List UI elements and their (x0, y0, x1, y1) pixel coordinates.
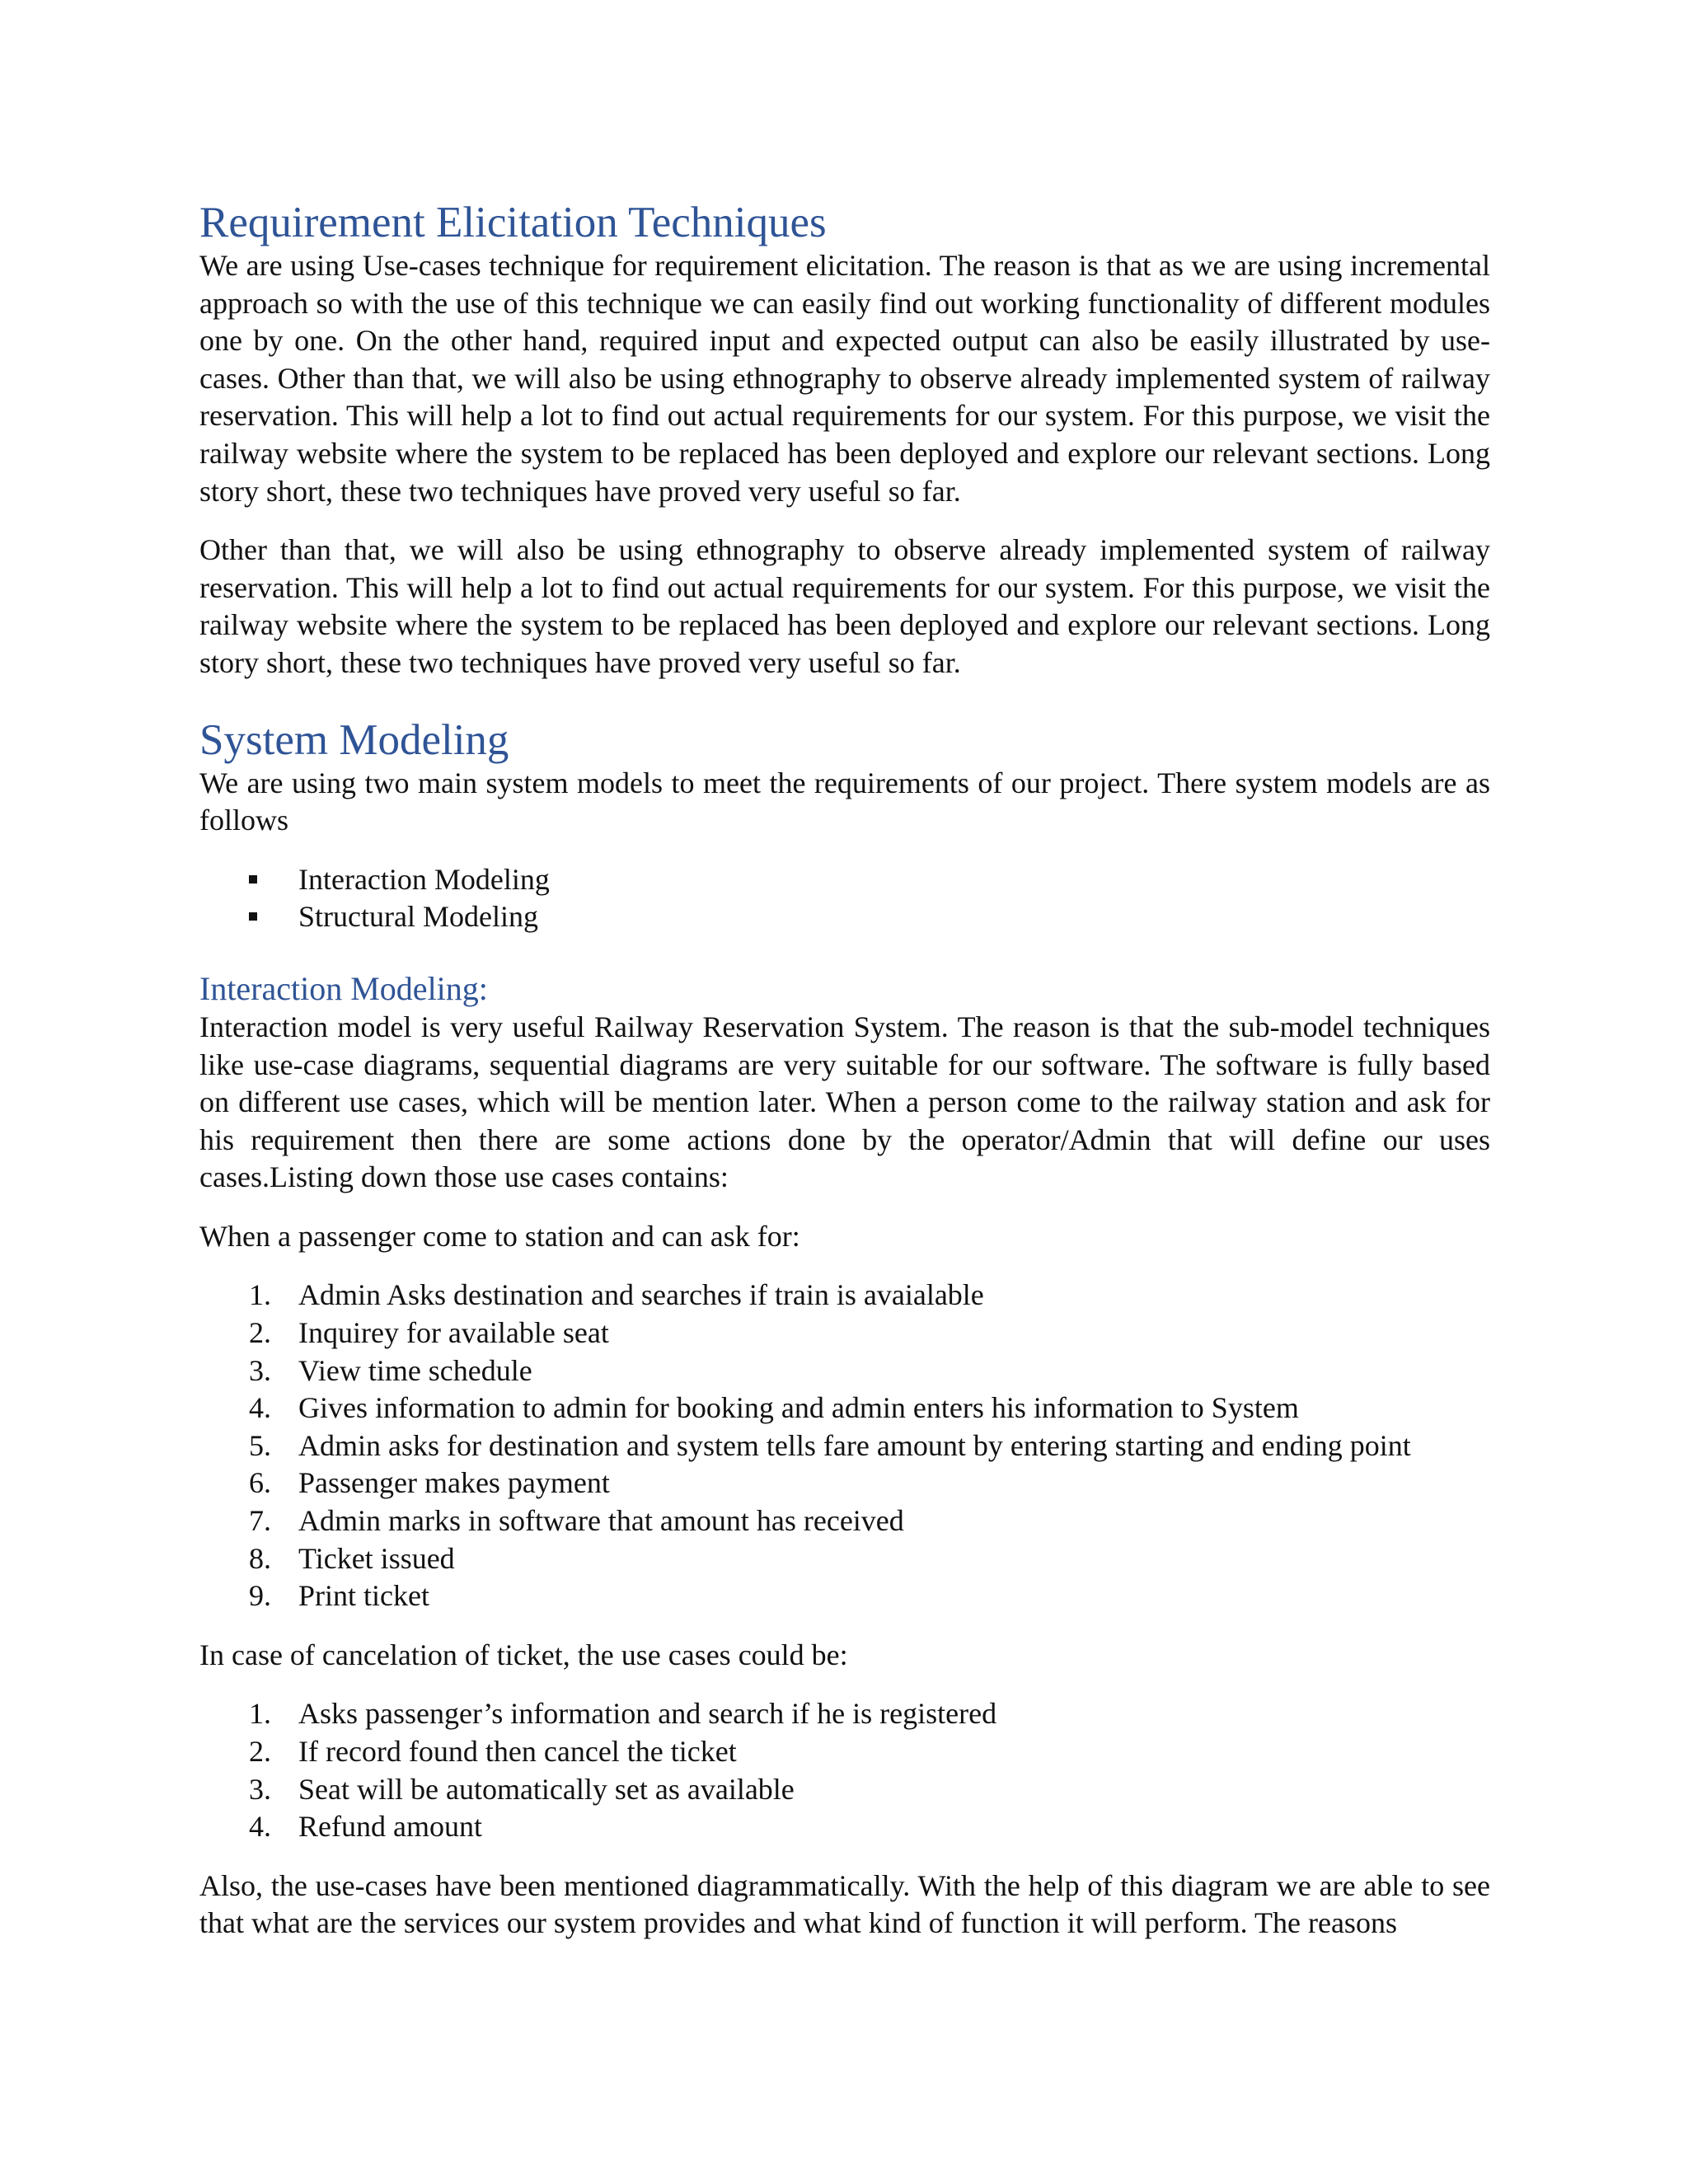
list-number: 2. (249, 1316, 271, 1350)
bullet-text: Structural Modeling (298, 900, 538, 934)
list-item (199, 1315, 1490, 1352)
list-number: 4. (249, 1810, 271, 1844)
list-item (199, 1427, 1490, 1465)
list-text: Refund amount (298, 1810, 482, 1844)
list-number: 1. (249, 1278, 271, 1312)
elicitation-paragraph-1: We are using Use-cases technique for requirement elicitation. The reason is that as we are using incremental approach so with the use of this technique we can easily find out working functionality of different modules one by one. On the other hand, required input and expected output can also be easily illustrated by use-cases. Other than that, we will also be using ethnography to observe already implemented system of railway reservation. This will help a lot to find out actual requirements for our system. For this purpose, we visit the railway website where the system to be replaced has been deployed and explore our relevant sections. Long story short, these two techniques have proved very useful so far. (199, 249, 1490, 508)
list-number: 4. (249, 1391, 271, 1425)
list-number: 9. (249, 1579, 271, 1613)
heading-requirement-elicitation: Requirement Elicitation Techniques (199, 199, 827, 246)
list-item (199, 861, 1490, 899)
list-item (199, 1808, 1490, 1846)
list-text: If record found then cancel the ticket (298, 1735, 737, 1768)
list-text: Gives information to admin for booking and admin enters his information to System (298, 1391, 1299, 1425)
list-item (199, 1733, 1490, 1771)
list-number: 2. (249, 1735, 271, 1768)
list-number: 3. (249, 1772, 271, 1806)
modeling-intro-paragraph: We are using two main system models to meet the requirements of our project. There system models are as follows (199, 766, 1490, 837)
list-item (199, 1695, 1490, 1733)
list-item (199, 898, 1490, 936)
list-number: 3. (249, 1353, 271, 1387)
square-bullet-icon (249, 912, 257, 921)
cancel-intro: In case of cancelation of ticket, the use cases could be: (199, 1638, 848, 1671)
list-item (199, 1577, 1490, 1615)
elicitation-paragraph-2: Other than that, we will also be using ethnography to observe already implemented system of railway reservation. This will help a lot to find out actual requirements for our system. For this purpose, we visit the railway website where the system to be replaced has been deployed and explore our relevant sections. Long story short, these two techniques have proved very useful so far. (199, 533, 1490, 679)
list-number: 6. (249, 1466, 271, 1500)
list-text: Print ticket (298, 1579, 429, 1613)
list-number: 8. (249, 1541, 271, 1575)
list-text: Seat will be automatically set as available (298, 1772, 795, 1806)
list-text: Ticket issued (298, 1541, 455, 1575)
list-item (199, 1465, 1490, 1502)
list-number: 1. (249, 1697, 271, 1731)
closing-paragraph: Also, the use-cases have been mentioned diagrammatically. With the help of this diagram we are able to see that what are the services our system provides and what kind of function it will perform. The reasons (199, 1868, 1490, 1940)
list-text: Passenger makes payment (298, 1466, 610, 1500)
list-text: Inquirey for available seat (298, 1316, 609, 1350)
list-number: 7. (249, 1504, 271, 1538)
list-item (199, 1277, 1490, 1315)
list-text: Admin Asks destination and searches if train is avaialable (298, 1278, 984, 1312)
list-item (199, 1540, 1490, 1578)
heading-system-modeling: System Modeling (199, 715, 509, 764)
bullet-text: Interaction Modeling (298, 862, 550, 896)
passenger-intro: When a passenger come to station and can ask for: (199, 1219, 800, 1253)
list-text: Asks passenger’s information and search if he is registered (298, 1697, 997, 1731)
list-text: View time schedule (298, 1353, 532, 1387)
list-number: 5. (249, 1428, 271, 1462)
list-text: Admin asks for destination and system tells fare amount by entering starting and ending point (298, 1428, 1411, 1462)
list-item (199, 1771, 1490, 1809)
modeling-bullet-list (199, 861, 1490, 936)
list-item (199, 1390, 1490, 1427)
interaction-paragraph: Interaction model is very useful Railway Reservation System. The reason is that the sub-model techniques like use-case diagrams, sequential diagrams are very suitable for our software. The software is fully based on different use cases, which will be mention later. When a person come to the railway station and ask for his requirement then there are some actions done by the operator/Admin that will define our uses cases.Listing down those use cases contains: (199, 1010, 1490, 1194)
square-bullet-icon (249, 875, 257, 883)
passenger-use-case-list (199, 1277, 1490, 1615)
list-text: Admin marks in software that amount has received (298, 1504, 904, 1538)
document-page (199, 198, 1490, 1943)
list-item (199, 1352, 1490, 1390)
heading-interaction-modeling: Interaction Modeling: (199, 969, 488, 1007)
cancellation-use-case-list (199, 1695, 1490, 1845)
list-item (199, 1502, 1490, 1540)
